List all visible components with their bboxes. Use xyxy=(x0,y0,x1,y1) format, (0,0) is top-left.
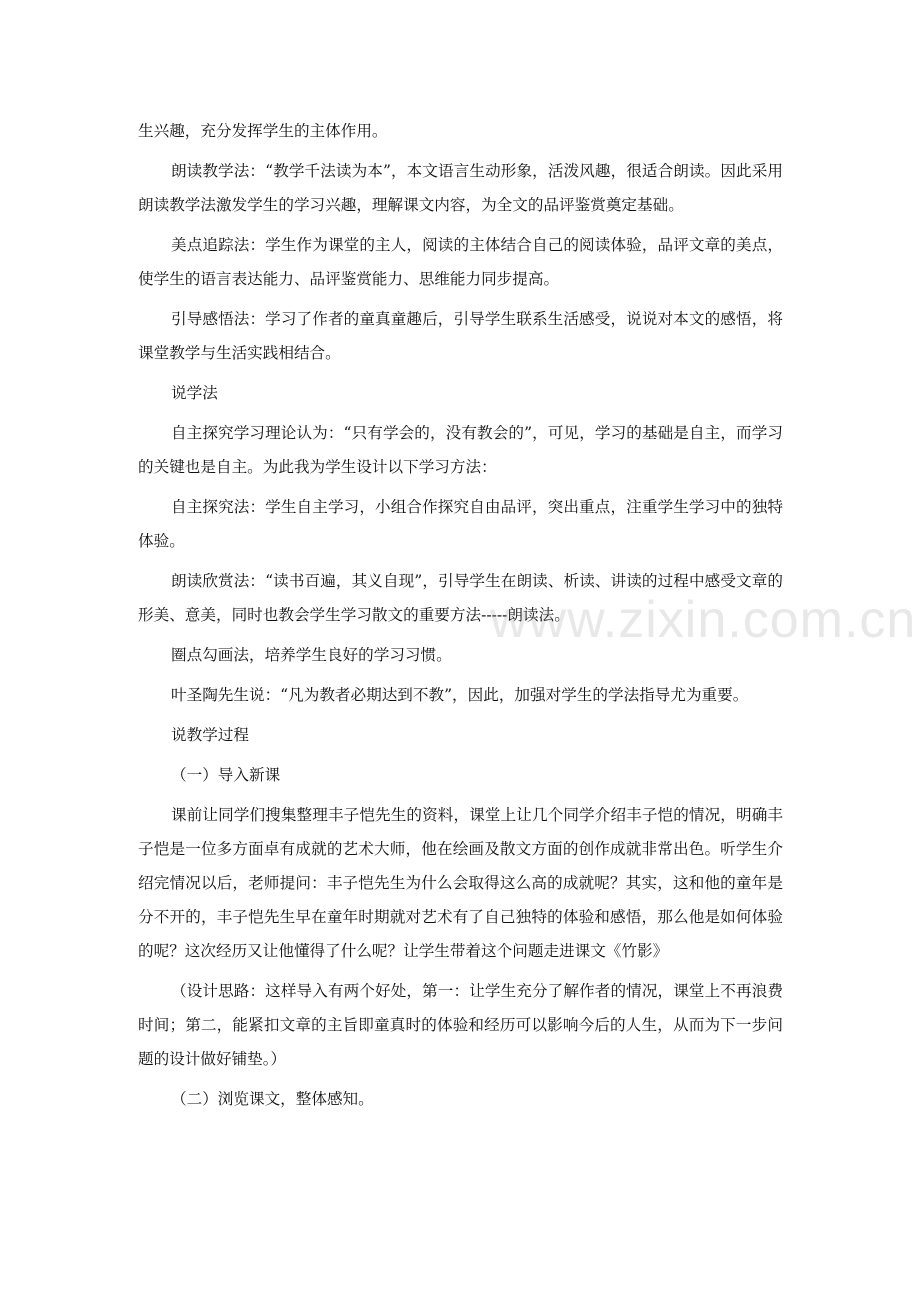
section-heading-shuoguocheng: 说教学过程 xyxy=(171,726,249,744)
paragraph-langdu-xinshang: 朗读欣赏法：“读书百遍，其义自现”，引导学生在朗读、析读、讲读的过程中感受文章的形美、意美，同时也教会学生学习散文的重要方法-----朗读法。 xyxy=(138,572,783,624)
paragraph-keqian: 课前让同学们搜集整理丰子恺先生的资料，课堂上让几个同学介绍丰子恺的情况，明确丰子恺是一位多方面卓有成就的艺术大师，他在绘画及散文方面的创作成就非常出色。听学生介绍完情况以后，老师提问：丰子恺先生为什么会取得这么高的成就呢？其实，这和他的童年是分不开的，丰子恺先生早在童年时期就对艺术有了自己独特的体验和感悟，那么他是如何体验的呢？这次经历又让他懂得了什么呢？让学生带着这个问题走进课文《竹影》 xyxy=(138,806,783,960)
watermark: www.zixin.com.cn xyxy=(490,591,917,649)
paragraph-sheji-silu: （设计思路：这样导入有两个好处，第一：让学生充分了解作者的情况，课堂上不再浪费时间；第二，能紧扣文章的主旨即童真时的体验和经历可以影响今后的人生，从而为下一步问题的设计做好铺垫。） xyxy=(138,982,783,1068)
paragraph-yeshengtao: 叶圣陶先生说：“凡为教者必期达到不教”，因此，加强对学生的学法指导尤为重要。 xyxy=(171,686,749,704)
paragraph-zizhu-method: 自主探究法：学生自主学习，小组合作探究自由品评，突出重点，注重学生学习中的独特体验。 xyxy=(138,498,783,550)
paragraph-meidian-method: 美点追踪法：学生作为课堂的主人，阅读的主体结合自己的阅读体验，品评文章的美点，使学生的语言表达能力、品评鉴赏能力、思维能力同步提高。 xyxy=(138,236,783,288)
paragraph-quandian: 圈点勾画法，培养学生良好的学习习惯。 xyxy=(171,646,452,664)
subheading-daoru: （一）导入新课 xyxy=(171,766,281,784)
paragraph-continuation: 生兴趣，充分发挥学生的主体作用。 xyxy=(138,122,388,140)
document-body xyxy=(138,114,783,1122)
paragraph-zizhu-theory: 自主探究学习理论认为：“只有学会的，没有教会的”，可见，学习的基础是自主，而学习的关键也是自主。为此我为学生设计以下学习方法： xyxy=(138,424,783,476)
section-heading-shuoxuefa: 说学法 xyxy=(171,384,218,402)
paragraph-yindao-method: 引导感悟法：学习了作者的童真童趣后，引导学生联系生活感受，说说对本文的感悟，将课堂教学与生活实践相结合。 xyxy=(138,310,783,362)
subheading-liulan: （二）浏览课文，整体感知。 xyxy=(171,1090,374,1108)
paragraph-langdu-method: 朗读教学法：“教学千法读为本”，本文语言生动形象，活泼风趣，很适合朗读。因此采用朗读教学法激发学生的学习兴趣，理解课文内容，为全文的品评鉴赏奠定基础。 xyxy=(138,162,783,214)
